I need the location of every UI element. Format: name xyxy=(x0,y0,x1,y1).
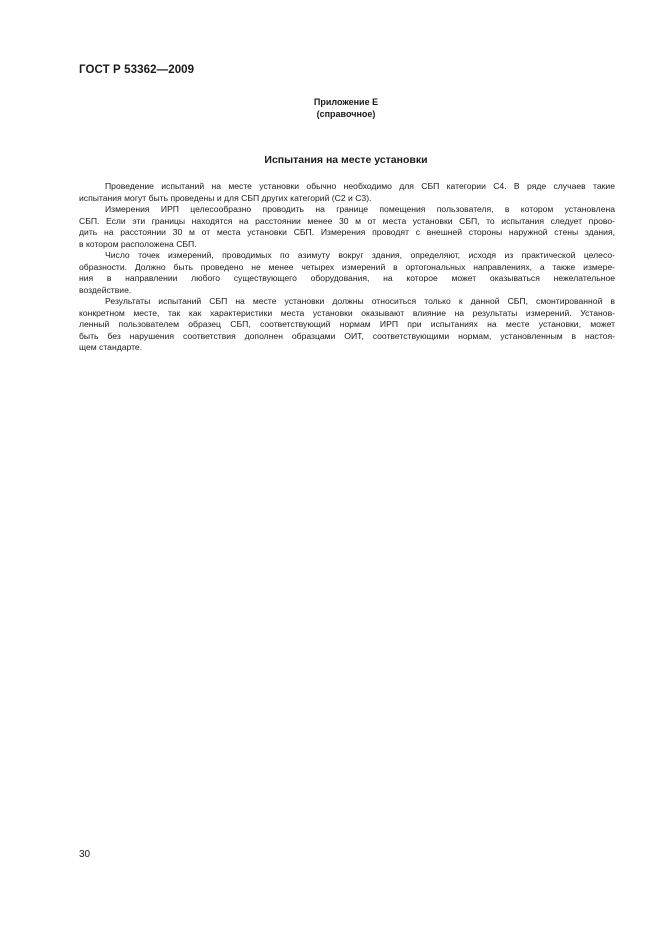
appendix-subtitle: (справочное) xyxy=(316,108,376,119)
paragraph-line: Число точек измерений, проводимых по азимуту вокруг здания, определяют, исходя из практической целесо- xyxy=(105,250,615,260)
paragraph-line: в котором расположена СБП. xyxy=(79,238,197,249)
appendix-heading xyxy=(0,97,661,120)
paragraph-line: щем стандарте. xyxy=(79,342,143,352)
paragraph-line: быть без нарушения соответствия дополнен образцами ОИТ, соответствующими нормам, установленным в настоя- xyxy=(79,330,615,341)
paragraph-4 xyxy=(79,296,615,354)
document-code: ГОСТ Р 53362—2009 xyxy=(79,64,195,76)
paragraph-line: дить на расстоянии 30 м от места установки СБП. Измерения проводят с внешней стороны наружной стены здания, xyxy=(79,227,615,237)
section-title: Испытания на месте установки xyxy=(264,154,428,166)
body-text xyxy=(79,181,615,354)
paragraph-line: ния в направлении любого существующего оборудования, на которое может оказываться нежелательное xyxy=(79,273,615,283)
paragraph-line: Проведение испытаний на месте установки обычно необходимо для СБП категории С4. В ряде случаев такие xyxy=(105,181,615,191)
paragraph-line: конкретном месте, так как характеристики места установки оказывают влияние на результаты измерений. Установ- xyxy=(79,307,615,318)
page-number: 30 xyxy=(79,849,91,860)
paragraph-1 xyxy=(79,181,615,204)
paragraph-2 xyxy=(79,204,615,250)
paragraph-line: испытания могут быть проведены и для СБП других категорий (С2 и С3). xyxy=(79,192,372,203)
paragraph-line: СБП. Если эти границы находятся на расстоянии менее 30 м от места установки СБП, то испытания следует прово- xyxy=(79,215,615,226)
paragraph-line: Результаты испытаний СБП на месте установки должны относиться только к данной СБП, смонтированной в xyxy=(105,296,615,306)
appendix-title: Приложение Е xyxy=(313,97,379,107)
paragraph-line: воздействие. xyxy=(79,284,132,295)
paragraph-line: ленный пользователем образец СБП, соответствующий нормам ИРП при испытаниях на месте установки, может xyxy=(79,319,615,329)
paragraph-3 xyxy=(79,250,615,296)
paragraph-line: образности. Должно быть проведено не менее четырех измерений в ортогональных направлениях, а также измере- xyxy=(79,261,615,272)
paragraph-line: Измерения ИРП целесообразно проводить на границе помещения пользователя, в котором установлена xyxy=(105,204,615,214)
